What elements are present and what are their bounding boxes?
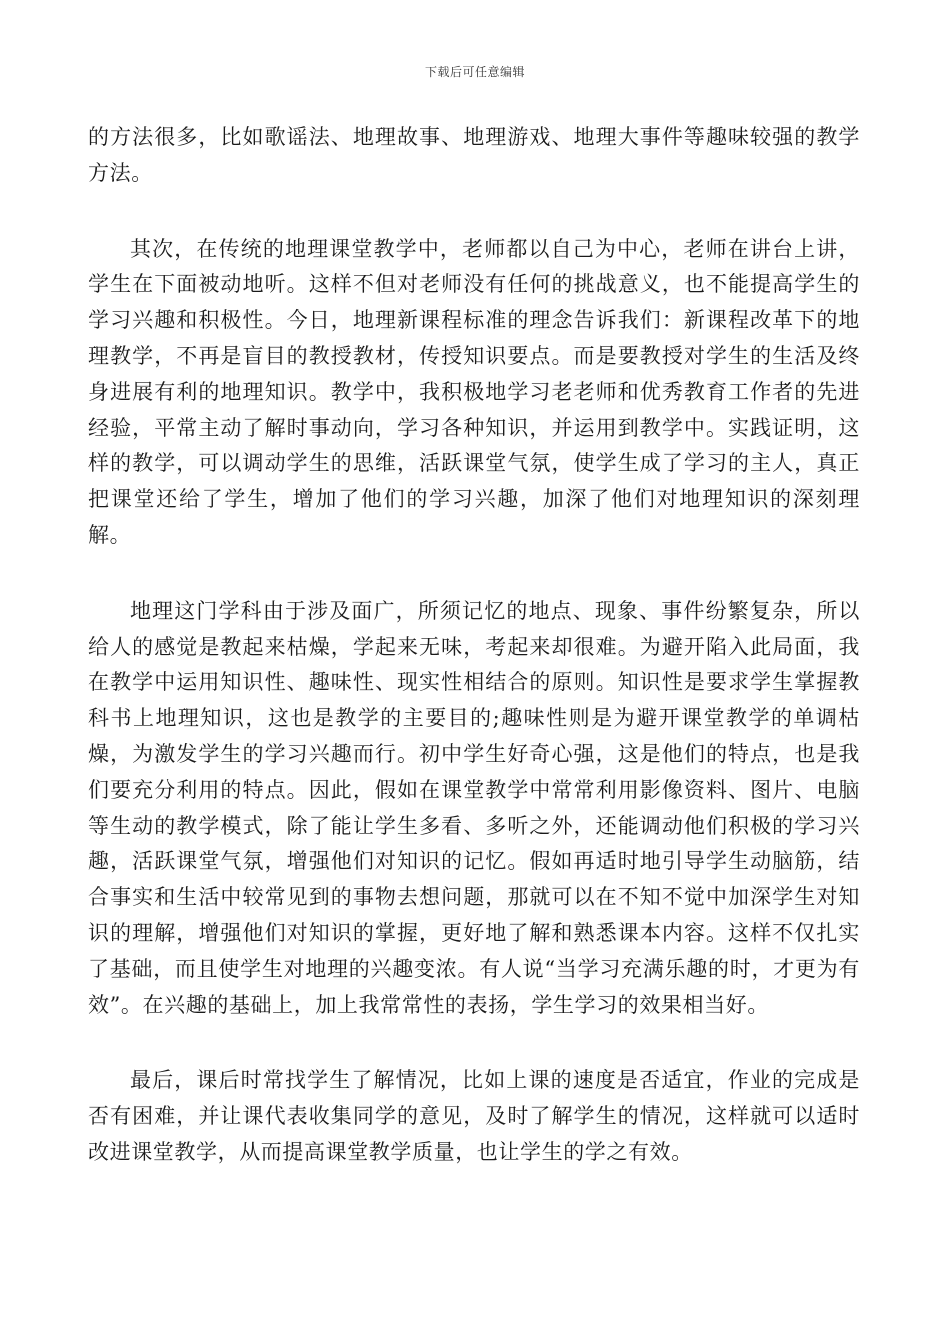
paragraph-gap	[88, 1023, 860, 1063]
paragraph-gap	[88, 554, 860, 594]
paragraph-third: 地理这门学科由于涉及面广，所须记忆的地点、现象、事件纷繁复杂，所以给人的感觉是教起来枯燥，学起来无味，考起来却很难。为避开陷入此局面，我在教学中运用知识性、趣味性、现实性相结合的原则。知识性是要求学生掌握教科书上地理知识，这也是教学的主要目的;趣味性则是为避开课堂教学的单调枯燥，为激发学生的学习兴趣而行。初中学生好奇心强，这是他们的特点，也是我们要充分利用的特点。因此，假如在课堂教学中常常利用影像资料、图片、电脑等生动的教学模式，除了能让学生多看、多听之外，还能调动他们积极的学习兴趣，活跃课堂气氛，增强他们对知识的记忆。假如再适时地引导学生动脑筋，结合事实和生活中较常见到的事物去想问题，那就可以在不知不觉中加深学生对知识的理解，增强他们对知识的掌握，更好地了解和熟悉课本内容。这样不仅扎实了基础，而且使学生对地理的兴趣变浓。有人说“当学习充满乐趣的时，才更为有效”。在兴趣的基础上，加上我常常性的表扬，学生学习的效果相当好。	[88, 598, 860, 1017]
page-header: 下载后可任意编辑	[424, 65, 525, 79]
paragraph-gap	[88, 192, 860, 232]
paragraph-second: 其次，在传统的地理课堂教学中，老师都以自己为中心，老师在讲台上讲，学生在下面被动地听。这样不但对老师没有任何的挑战意义，也不能提高学生的学习兴趣和积极性。今日，地理新课程标准的理念告诉我们：新课程改革下的地理教学，不再是盲目的教授教材，传授知识要点。而是要教授对学生的生活及终身进展有利的地理知识。教学中，我积极地学习老老师和优秀教育工作者的先进经验，平常主动了解时事动向，学习各种知识，并运用到教学中。实践证明，这样的教学，可以调动学生的思维，活跃课堂气氛，使学生成了学习的主人，真正把课堂还给了学生，增加了他们的学习兴趣，加深了他们对地理知识的深刻理解。	[88, 236, 860, 547]
paragraph-fourth: 最后，课后时常找学生了解情况，比如上课的速度是否适宜，作业的完成是否有困难，并让课代表收集同学的意见，及时了解学生的情况，这样就可以适时改进课堂教学，从而提高课堂教学质量，也让学生的学之有效。	[88, 1068, 860, 1164]
document-body	[88, 120, 860, 1171]
paragraph-continuation: 的方法很多，比如歌谣法、地理故事、地理游戏、地理大事件等趣味较强的教学方法。	[88, 125, 860, 185]
